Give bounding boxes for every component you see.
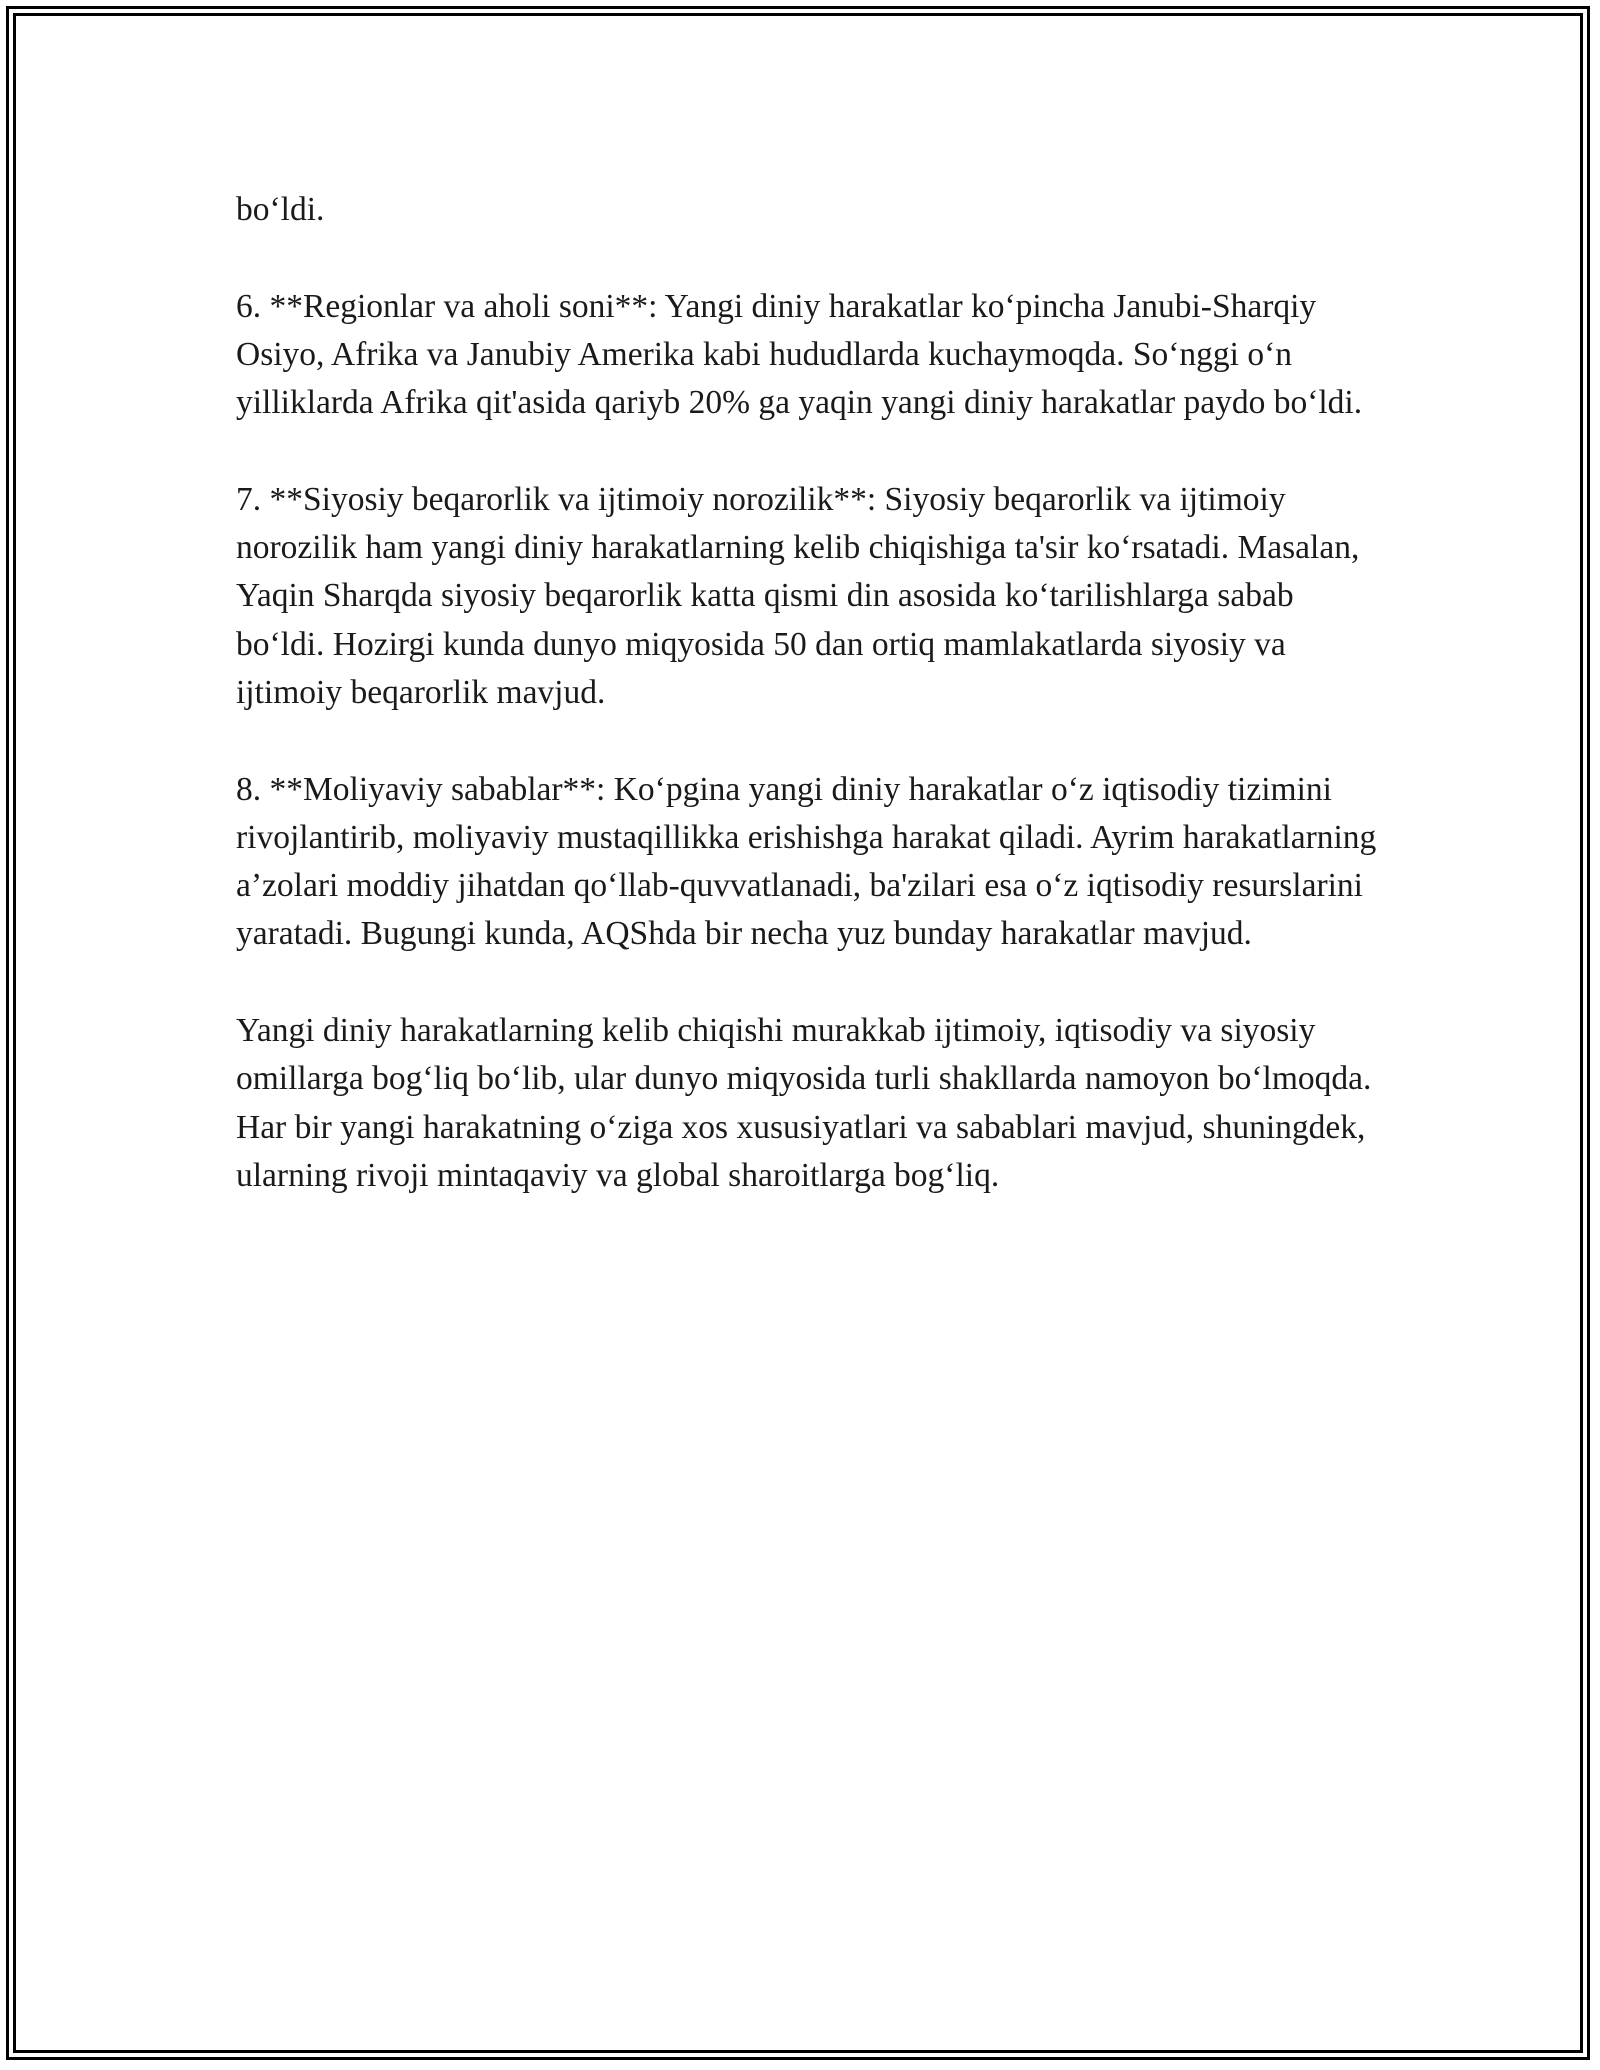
document-body xyxy=(236,186,1386,1249)
paragraph-regions-population: 6. **Regionlar va aholi soni**: Yangi diniy harakatlar ko‘pincha Janubi-Sharqiy Osiyo, Afrika va Janubiy Amerika kabi hududlarda kuchaymoqda. So‘nggi o‘n yilliklarda Afrika qit'asida qariyb 20% ga yaqin yangi diniy harakatlar paydo bo‘ldi. xyxy=(236,287,1363,422)
paragraph-conclusion: Yangi diniy harakatlarning kelib chiqishi murakkab ijtimoiy, iqtisodiy va siyosiy omillarga bog‘liq bo‘lib, ular dunyo miqyosida turli shakllarda namoyon bo‘lmoqda. Har bir yangi harakatning o‘ziga xos xususiyatlari va sabablari mavjud, shuningdek, ularning rivoji mintaqaviy va global sharoitlarga bog‘liq. xyxy=(236,1012,1372,1194)
paragraph-financial-reasons: 8. **Moliyaviy sabablar**: Ko‘pgina yangi diniy harakatlar o‘z iqtisodiy tizimini rivojlantirib, moliyaviy mustaqillikka erishishga harakat qiladi. Ayrim harakatlarning a’zolari moddiy jihatdan qo‘llab-quvvatlanadi, ba'zilari esa o‘z iqtisodiy resurslarini yaratadi. Bugungi kunda, AQShda bir necha yuz bunday harakatlar mavjud. xyxy=(236,770,1377,953)
paragraph-continuation: bo‘ldi. xyxy=(236,191,325,228)
paragraph-political-instability: 7. **Siyosiy beqarorlik va ijtimoiy norozilik**: Siyosiy beqarorlik va ijtimoiy norozilik ham yangi diniy harakatlarning kelib chiqishiga ta'sir ko‘rsatadi. Masalan, Yaqin Sharqda siyosiy beqarorlik katta qismi din asosida ko‘tarilishlarga sabab bo‘ldi. Hozirgi kunda dunyo miqyosida 50 dan ortiq mamlakatlarda siyosiy va ijtimoiy beqarorlik mavjud. xyxy=(236,480,1360,711)
